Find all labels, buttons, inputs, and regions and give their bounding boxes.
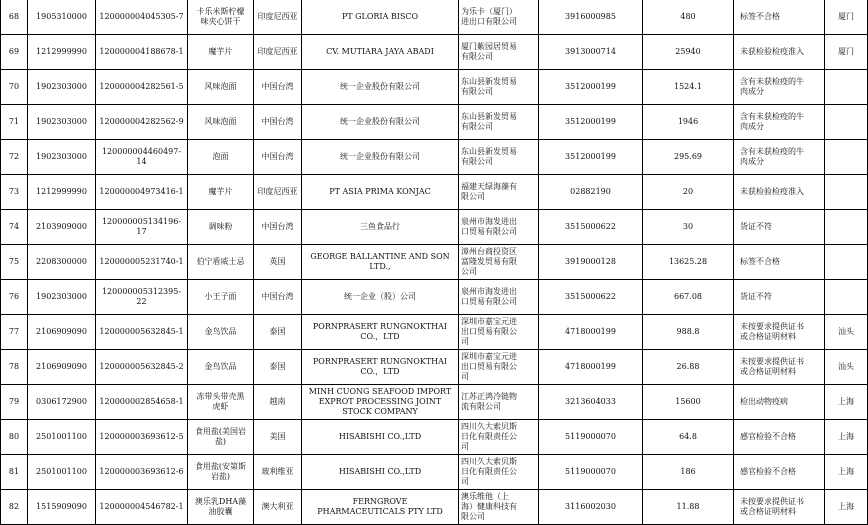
weight-cell: 667.08: [643, 280, 734, 315]
importer-code-cell: 5119000070: [539, 455, 643, 490]
weight-cell: 988.8: [643, 315, 734, 350]
origin-cell: 澳大利亚: [254, 490, 302, 525]
reason-cell: 含有未获检疫的牛 肉成分: [734, 105, 825, 140]
producer-cell: CV. MUTIARA JAYA ABADI: [302, 35, 459, 70]
table-row: [1, 280, 868, 315]
importer-code-cell: 3515000622: [539, 210, 643, 245]
reason-cell: 标签不合格: [734, 245, 825, 280]
declaration-id-cell: 120000004188678-1: [96, 35, 188, 70]
hs-code-cell: 2106909090: [28, 315, 96, 350]
product-name-cell: 风味泡面: [188, 70, 254, 105]
weight-cell: 26.88: [643, 350, 734, 385]
table-row: [1, 245, 868, 280]
row-number-cell: 74: [1, 210, 28, 245]
product-name-cell: 冻带头带壳黑 虎虾: [188, 385, 254, 420]
importer-code-cell: 3512000199: [539, 105, 643, 140]
product-name-cell: 食用盐(美国岩 盐): [188, 420, 254, 455]
product-name-cell: 食用盐(安第斯 岩盐): [188, 455, 254, 490]
weight-cell: 186: [643, 455, 734, 490]
port-cell: 汕头: [825, 315, 868, 350]
declaration-id-cell: 120000004282561-5: [96, 70, 188, 105]
hs-code-cell: 2106909090: [28, 350, 96, 385]
port-cell: [825, 105, 868, 140]
table-row: [1, 35, 868, 70]
port-cell: 上海: [825, 490, 868, 525]
declaration-id-cell: 120000003693612-6: [96, 455, 188, 490]
weight-cell: 30: [643, 210, 734, 245]
product-name-cell: 伯宁盾威士忌: [188, 245, 254, 280]
declaration-id-cell: 120000002854658-1: [96, 385, 188, 420]
row-number-cell: 70: [1, 70, 28, 105]
importer-cell: 东山县新发贸易 有限公司: [459, 70, 539, 105]
row-number-cell: 81: [1, 455, 28, 490]
port-cell: 汕头: [825, 350, 868, 385]
origin-cell: 印度尼西亚: [254, 35, 302, 70]
importer-code-cell: 3116002030: [539, 490, 643, 525]
row-number-cell: 69: [1, 35, 28, 70]
reason-cell: 未按要求提供证书 或合格证明材料: [734, 350, 825, 385]
weight-cell: 13625.28: [643, 245, 734, 280]
hs-code-cell: 2501001100: [28, 420, 96, 455]
origin-cell: 中国台湾: [254, 105, 302, 140]
reason-cell: 检出动物疫病: [734, 385, 825, 420]
table-row: [1, 455, 868, 490]
declaration-id-cell: 120000005312395-22: [96, 280, 188, 315]
port-cell: 上海: [825, 420, 868, 455]
origin-cell: 美国: [254, 420, 302, 455]
reason-cell: 未获检验检疫准入: [734, 175, 825, 210]
reason-cell: 含有未获检疫的牛 肉成分: [734, 70, 825, 105]
hs-code-cell: 2501001100: [28, 455, 96, 490]
importer-cell: 东山县新发贸易 有限公司: [459, 105, 539, 140]
importer-cell: 澳乐维他（上 海）健康科技有 限公司: [459, 490, 539, 525]
weight-cell: 11.88: [643, 490, 734, 525]
origin-cell: 玻利维亚: [254, 455, 302, 490]
row-number-cell: 72: [1, 140, 28, 175]
reason-cell: 未按要求提供证书 或合格证明材料: [734, 315, 825, 350]
producer-cell: 统一企业股份有限公司: [302, 70, 459, 105]
origin-cell: 中国台湾: [254, 280, 302, 315]
producer-cell: PT ASIA PRIMA KONJAC: [302, 175, 459, 210]
declaration-id-cell: 120000004282562-9: [96, 105, 188, 140]
row-number-cell: 80: [1, 420, 28, 455]
weight-cell: 1946: [643, 105, 734, 140]
hs-code-cell: 1212999990: [28, 175, 96, 210]
hs-code-cell: 1902303000: [28, 105, 96, 140]
product-name-cell: 魔芋片: [188, 175, 254, 210]
producer-cell: HISABISHI CO.,LTD: [302, 455, 459, 490]
port-cell: 上海: [825, 455, 868, 490]
weight-cell: 480: [643, 0, 734, 35]
weight-cell: 1524.1: [643, 70, 734, 105]
hs-code-cell: 1515909090: [28, 490, 96, 525]
origin-cell: 中国台湾: [254, 210, 302, 245]
producer-cell: PORNPRASERT RUNGNOKTHAI CO.，LTD: [302, 350, 459, 385]
hs-code-cell: 2103909000: [28, 210, 96, 245]
declaration-id-cell: 120000005632845-2: [96, 350, 188, 385]
weight-cell: 64.8: [643, 420, 734, 455]
product-name-cell: 小王子面: [188, 280, 254, 315]
producer-cell: MINH CUONG SEAFOOD IMPORT EXPROT PROCESSING JOINT STOCK COMPANY: [302, 385, 459, 420]
declaration-id-cell: 120000004045305-7: [96, 0, 188, 35]
importer-code-cell: 4718000199: [539, 315, 643, 350]
origin-cell: 中国台湾: [254, 140, 302, 175]
table-row: [1, 420, 868, 455]
origin-cell: 中国台湾: [254, 70, 302, 105]
hs-code-cell: 0306172900: [28, 385, 96, 420]
port-cell: [825, 280, 868, 315]
table-row: [1, 350, 868, 385]
port-cell: [825, 140, 868, 175]
port-cell: [825, 70, 868, 105]
declaration-id-cell: 120000005134196-17: [96, 210, 188, 245]
weight-cell: 295.69: [643, 140, 734, 175]
hs-code-cell: 1212999990: [28, 35, 96, 70]
product-name-cell: 澳乐乳DHA藻 油胶囊: [188, 490, 254, 525]
importer-code-cell: 3512000199: [539, 70, 643, 105]
row-number-cell: 82: [1, 490, 28, 525]
importer-cell: 江苏正鸿冷链物 流有限公司: [459, 385, 539, 420]
table-row: [1, 175, 868, 210]
row-number-cell: 68: [1, 0, 28, 35]
importer-code-cell: 5119000070: [539, 420, 643, 455]
reason-cell: 未按要求提供证书 或合格证明材料: [734, 490, 825, 525]
origin-cell: 越南: [254, 385, 302, 420]
producer-cell: GEORGE BALLANTINE AND SON LTD.,: [302, 245, 459, 280]
declaration-id-cell: 120000004460497-14: [96, 140, 188, 175]
row-number-cell: 79: [1, 385, 28, 420]
declaration-id-cell: 120000004546782-1: [96, 490, 188, 525]
reason-cell: 感官检验不合格: [734, 420, 825, 455]
weight-cell: 20: [643, 175, 734, 210]
importer-code-cell: 3919000128: [539, 245, 643, 280]
importer-cell: 漳州台商投资区 富隆发贸易有限 公司: [459, 245, 539, 280]
importer-cell: 深圳市嘉宝元进 出口贸易有限公 司: [459, 350, 539, 385]
table-row: [1, 385, 868, 420]
row-number-cell: 75: [1, 245, 28, 280]
producer-cell: HISABISHI CO.,LTD: [302, 420, 459, 455]
hs-code-cell: 1902303000: [28, 140, 96, 175]
reason-cell: 感官检验不合格: [734, 455, 825, 490]
reason-cell: 含有未获检疫的牛 肉成分: [734, 140, 825, 175]
product-name-cell: 卡乐米斯柠檬 味夹心饼干: [188, 0, 254, 35]
importer-cell: 厦门紫园居贸易 有限公司: [459, 35, 539, 70]
reason-cell: 货证不符: [734, 280, 825, 315]
weight-cell: 15600: [643, 385, 734, 420]
row-number-cell: 73: [1, 175, 28, 210]
importer-cell: 福建天绿海藻有 限公司: [459, 175, 539, 210]
row-number-cell: 78: [1, 350, 28, 385]
hs-code-cell: 1902303000: [28, 280, 96, 315]
origin-cell: 英国: [254, 245, 302, 280]
importer-cell: 四川久大索贝斯 日化有限责任公 司: [459, 420, 539, 455]
importer-cell: 深圳市嘉宝元进 出口贸易有限公 司: [459, 315, 539, 350]
row-number-cell: 76: [1, 280, 28, 315]
producer-cell: PORNPRASERT RUNGNOKTHAI CO.，LTD: [302, 315, 459, 350]
port-cell: 上海: [825, 385, 868, 420]
importer-cell: 四川久大索贝斯 日化有限责任公 司: [459, 455, 539, 490]
port-cell: 厦门: [825, 0, 868, 35]
producer-cell: 统一企业股份有限公司: [302, 140, 459, 175]
producer-cell: 三鱼食品行: [302, 210, 459, 245]
producer-cell: PT GLORIA BISCO: [302, 0, 459, 35]
declaration-id-cell: 120000005632845-1: [96, 315, 188, 350]
declaration-id-cell: 120000003693612-5: [96, 420, 188, 455]
port-cell: [825, 245, 868, 280]
hs-code-cell: 2208300000: [28, 245, 96, 280]
port-cell: [825, 210, 868, 245]
importer-code-cell: 3916000985: [539, 0, 643, 35]
reason-cell: 货证不符: [734, 210, 825, 245]
row-number-cell: 71: [1, 105, 28, 140]
origin-cell: 印度尼西亚: [254, 0, 302, 35]
importer-code-cell: 02882190: [539, 175, 643, 210]
importer-cell: 东山县新发贸易 有限公司: [459, 140, 539, 175]
importer-code-cell: 3512000199: [539, 140, 643, 175]
table-row: [1, 315, 868, 350]
importer-cell: 泉州市海发进出 口贸易有限公司: [459, 210, 539, 245]
port-cell: 厦门: [825, 35, 868, 70]
producer-cell: 统一企业（股）公司: [302, 280, 459, 315]
product-name-cell: 泡面: [188, 140, 254, 175]
importer-cell: 为乐卡（厦门） 进出口有限公司: [459, 0, 539, 35]
table-row: [1, 0, 868, 35]
importer-code-cell: 3913000714: [539, 35, 643, 70]
weight-cell: 25940: [643, 35, 734, 70]
product-name-cell: 风味泡面: [188, 105, 254, 140]
row-number-cell: 77: [1, 315, 28, 350]
product-name-cell: 金鸟饮品: [188, 315, 254, 350]
product-name-cell: 魔芋片: [188, 35, 254, 70]
reason-cell: 未获检验检疫准入: [734, 35, 825, 70]
table-row: [1, 70, 868, 105]
hs-code-cell: 1905310000: [28, 0, 96, 35]
importer-code-cell: 4718000199: [539, 350, 643, 385]
importer-code-cell: 3213604033: [539, 385, 643, 420]
product-name-cell: 金鸟饮品: [188, 350, 254, 385]
table-row: [1, 490, 868, 525]
origin-cell: 泰国: [254, 350, 302, 385]
port-cell: [825, 175, 868, 210]
table-row: [1, 140, 868, 175]
origin-cell: 印度尼西亚: [254, 175, 302, 210]
table-body: [1, 0, 868, 525]
declaration-id-cell: 120000004973416-1: [96, 175, 188, 210]
table-row: [1, 105, 868, 140]
importer-code-cell: 3515000622: [539, 280, 643, 315]
hs-code-cell: 1902303000: [28, 70, 96, 105]
table-row: [1, 210, 868, 245]
reason-cell: 标签不合格: [734, 0, 825, 35]
producer-cell: 统一企业股份有限公司: [302, 105, 459, 140]
origin-cell: 泰国: [254, 315, 302, 350]
declaration-id-cell: 120000005231740-1: [96, 245, 188, 280]
importer-cell: 泉州市海发进出 口贸易有限公司: [459, 280, 539, 315]
product-name-cell: 调味粉: [188, 210, 254, 245]
producer-cell: FERNGROVE PHARMACEUTICALS PTY LTD: [302, 490, 459, 525]
